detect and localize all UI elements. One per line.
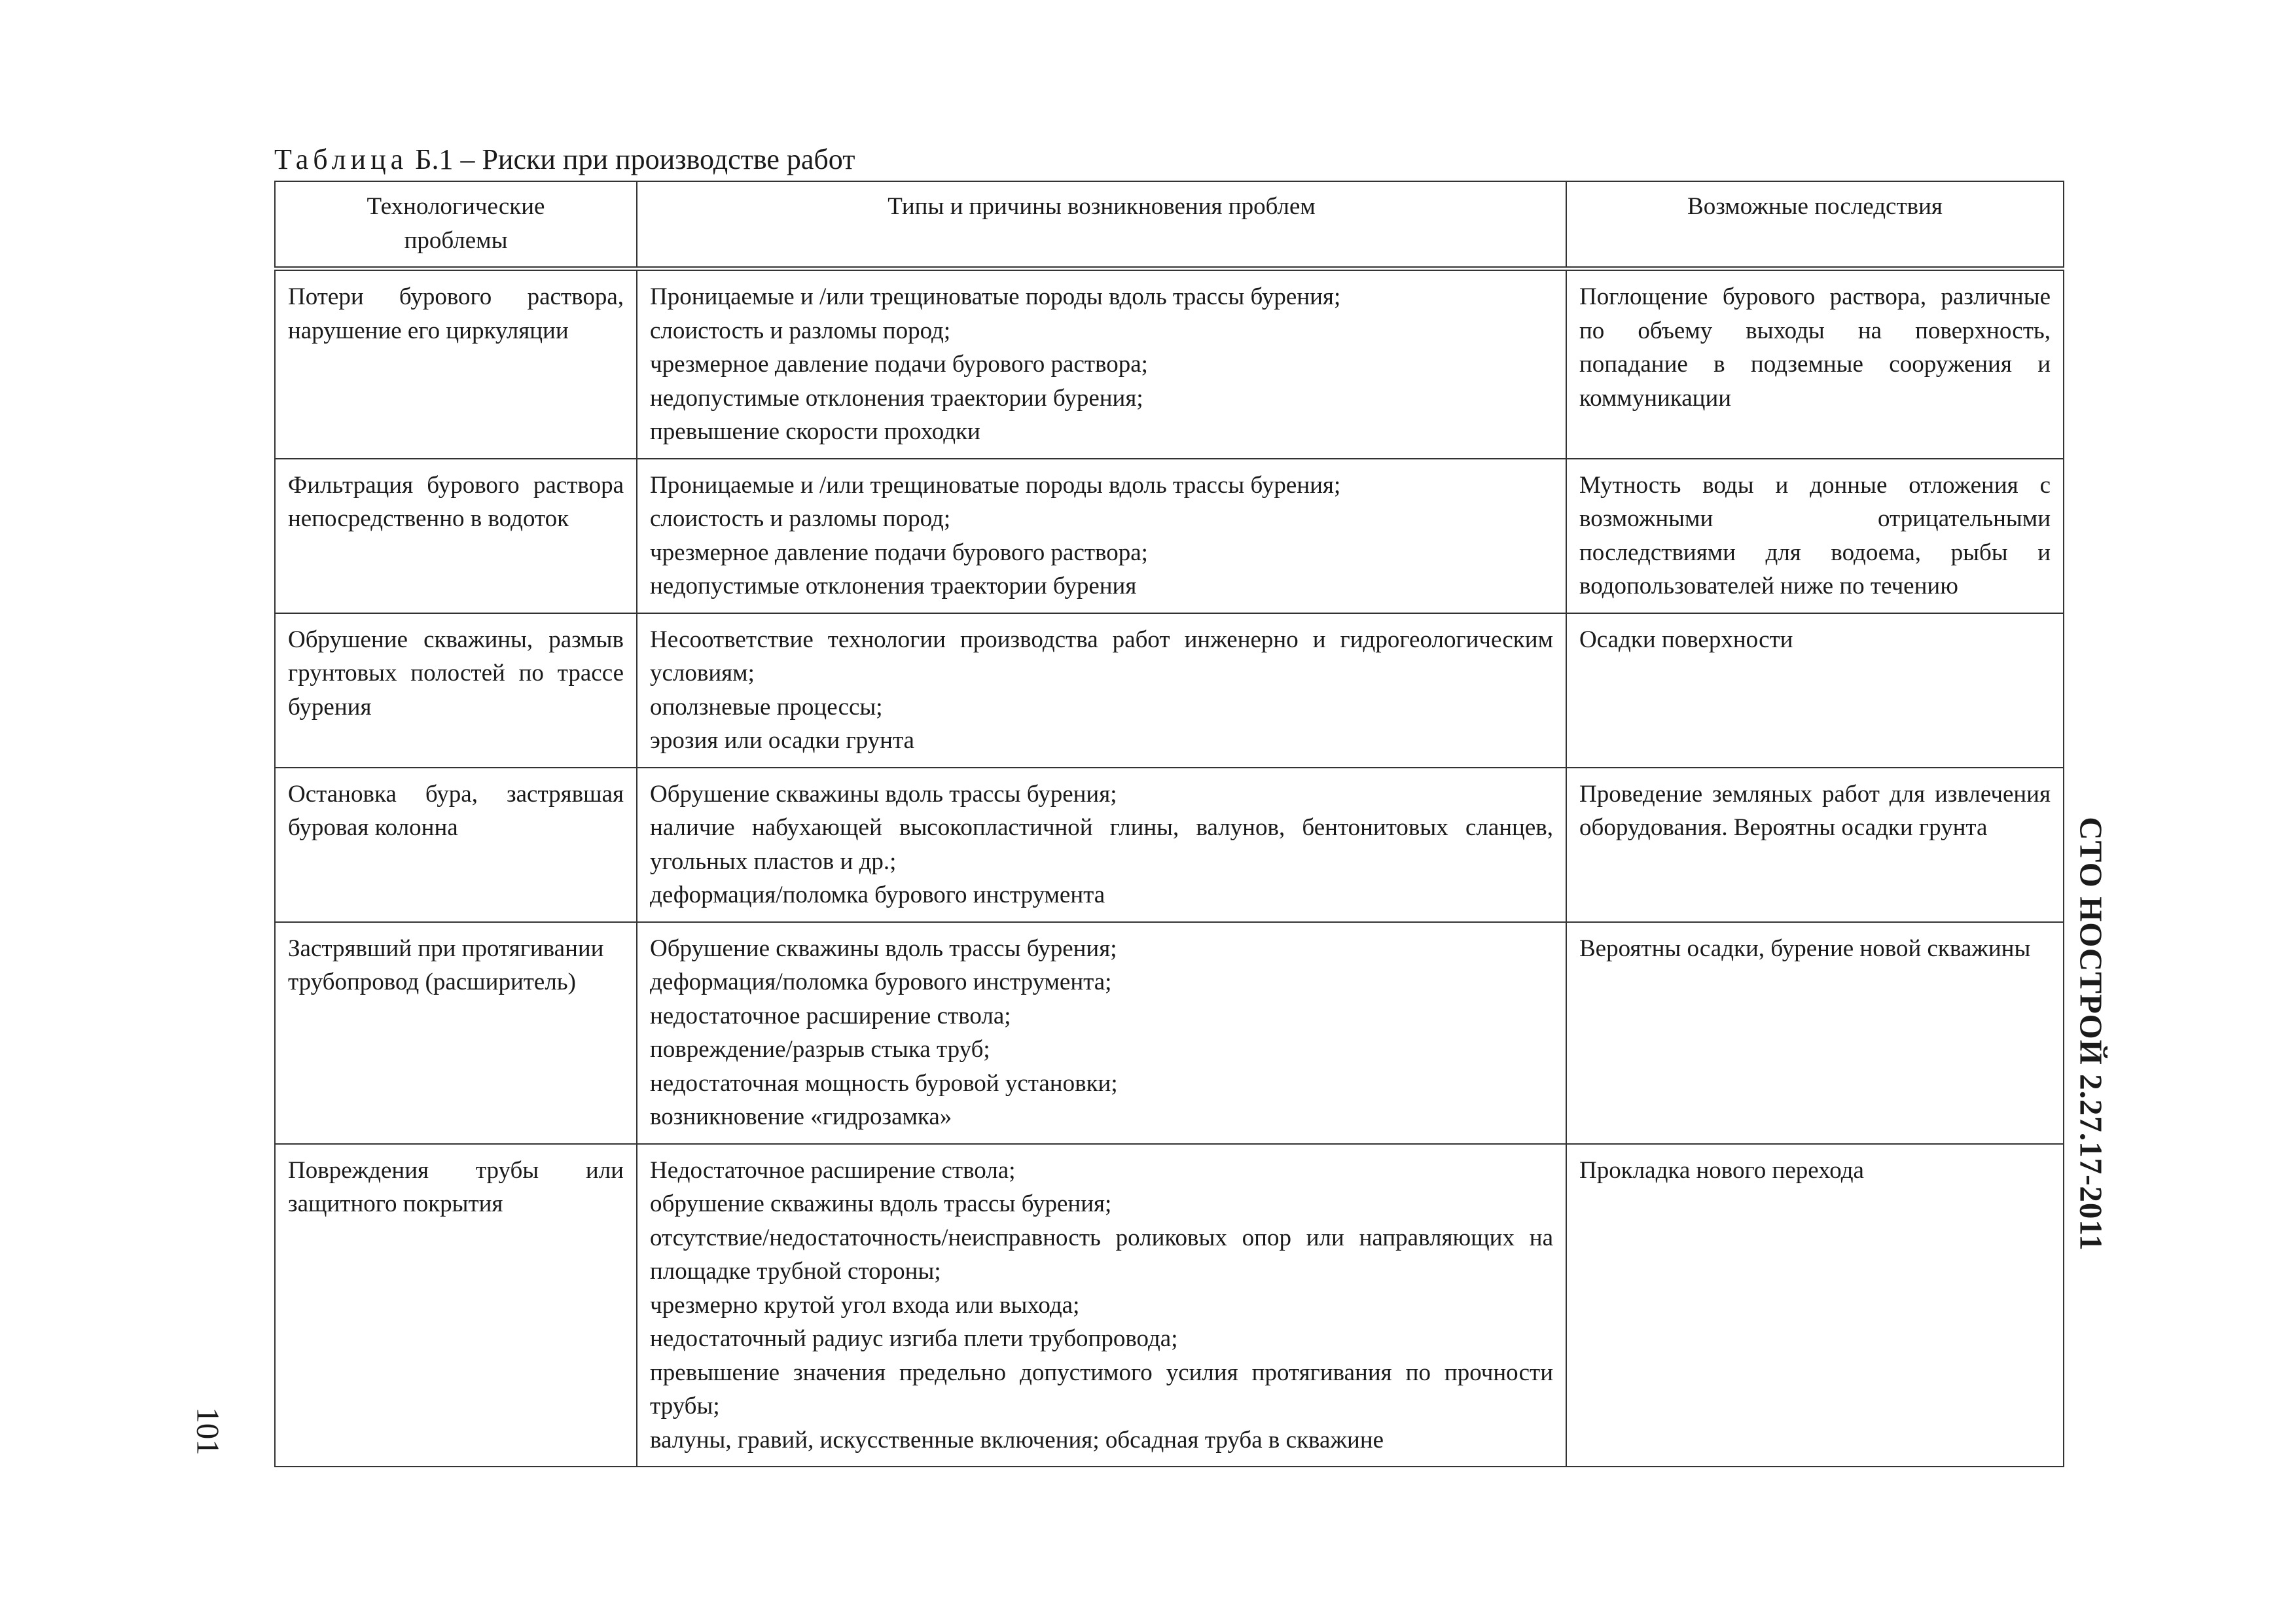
cell-causes <box>637 613 1566 768</box>
cause-line: недостаточный радиус изгиба плети трубопровода; <box>650 1325 1178 1352</box>
cause-line: деформация/поломка бурового инструмента <box>650 882 1105 908</box>
cause-line: оползневые процессы; <box>650 693 883 721</box>
cause-line: недопустимые отклонения траектории бурения; <box>650 384 1143 412</box>
document-designation: СТО НОСТРОЙ 2.27.17-2011 <box>2073 817 2109 1251</box>
cell-causes <box>637 922 1566 1144</box>
risks-table <box>274 181 2064 1467</box>
table-header <box>275 181 2064 269</box>
cause-line: валуны, гравий, искусственные включения; обсадная труба в скважине <box>650 1426 1384 1454</box>
cell-consequences: Мутность воды и донные отложения с возможными отрицательными последствиями для водоема, рыбы и водопользователей ниже по течению <box>1566 459 2064 613</box>
cause-line: наличие набухающей высокопластичной глины, валунов, бентонитовых сланцев, угольных пластов и др.; <box>650 814 1553 875</box>
table-row <box>275 613 2064 768</box>
cause-line: Недостаточное расширение ствола; <box>650 1156 1016 1184</box>
cell-problem: Потери бурового раствора, нарушение его циркуляции <box>275 269 637 459</box>
cause-line: Несоответствие технологии производства работ инженерно и гидрогеологическим условиям; <box>650 626 1553 687</box>
page-number: 101 <box>190 1407 226 1455</box>
cause-line: недостаточное расширение ствола; <box>650 1002 1011 1029</box>
cell-problem: Обрушение скважины, размыв грунтовых полостей по трассе бурения <box>275 613 637 768</box>
cause-line: деформация/поломка бурового инструмента; <box>650 969 1112 995</box>
cell-consequences: Вероятны осадки, бурение новой скважины <box>1566 922 2064 1144</box>
header-problem-types-and-causes: Типы и причины возникновения проблем <box>637 181 1566 269</box>
cell-causes <box>637 1144 1566 1467</box>
table-row <box>275 768 2064 922</box>
table-row <box>275 922 2064 1144</box>
cell-problem: Застрявший при протягивании трубопровод (расширитель) <box>275 922 637 1144</box>
cause-line: слоистость и разломы пород; <box>650 505 951 532</box>
cell-problem: Повреждения трубы или защитного покрытия <box>275 1144 637 1467</box>
cause-line: Проницаемые и /или трещиноватые породы вдоль трассы бурения; <box>650 471 1341 499</box>
cell-consequences: Поглощение бурового раствора, различные по объему выходы на поверхность, попадание в подземные сооружения и коммуникации <box>1566 269 2064 459</box>
cause-line: чрезмерно крутой угол входа или выхода; <box>650 1291 1080 1319</box>
cause-line: возникновение «гидрозамка» <box>650 1103 952 1130</box>
cell-causes <box>637 768 1566 922</box>
header-technological-problems: Технологические проблемы <box>275 181 637 269</box>
cause-line: повреждение/разрыв стыка труб; <box>650 1036 990 1063</box>
cause-line: недостаточная мощность буровой установки; <box>650 1069 1118 1097</box>
table-body <box>275 269 2064 1467</box>
cause-line: Обрушение скважины вдоль трассы бурения; <box>650 935 1117 962</box>
cause-line: чрезмерное давление подачи бурового раствора; <box>650 351 1148 378</box>
cause-line: отсутствие/недостаточность/неисправность роликовых опор или направляющих на площадке трубной стороны; <box>650 1224 1553 1285</box>
cell-problem: Остановка бура, застрявшая буровая колонна <box>275 768 637 922</box>
cell-problem: Фильтрация бурового раствора непосредственно в водоток <box>275 459 637 613</box>
header-possible-consequences: Возможные последствия <box>1566 181 2064 269</box>
table-caption-prefix: Таблица <box>274 143 408 175</box>
table-row <box>275 1144 2064 1467</box>
cause-line: Обрушение скважины вдоль трассы бурения; <box>650 780 1117 808</box>
cause-line: превышение скорости проходки <box>650 418 980 445</box>
cell-causes <box>637 269 1566 459</box>
cause-line: обрушение скважины вдоль трассы бурения; <box>650 1190 1112 1217</box>
cause-line: эрозия или осадки грунта <box>650 727 914 754</box>
table-row <box>275 459 2064 613</box>
cause-line: Проницаемые и /или трещиноватые породы вдоль трассы бурения; <box>650 283 1341 310</box>
cause-line: слоистость и разломы пород; <box>650 317 951 344</box>
table-caption <box>274 141 855 178</box>
cause-line: чрезмерное давление подачи бурового раствора; <box>650 539 1148 566</box>
cause-line: превышение значения предельно допустимого усилия протягивания по прочности трубы; <box>650 1359 1553 1419</box>
header-row <box>275 181 2064 269</box>
table-caption-text: Б.1 – Риски при производстве работ <box>408 143 855 175</box>
cell-consequences: Прокладка нового перехода <box>1566 1144 2064 1467</box>
cell-consequences: Проведение земляных работ для извлечения оборудования. Вероятны осадки грунта <box>1566 768 2064 922</box>
cell-causes <box>637 459 1566 613</box>
cause-line: недопустимые отклонения траектории бурения <box>650 573 1137 599</box>
cell-consequences: Осадки поверхности <box>1566 613 2064 768</box>
table-row <box>275 269 2064 459</box>
